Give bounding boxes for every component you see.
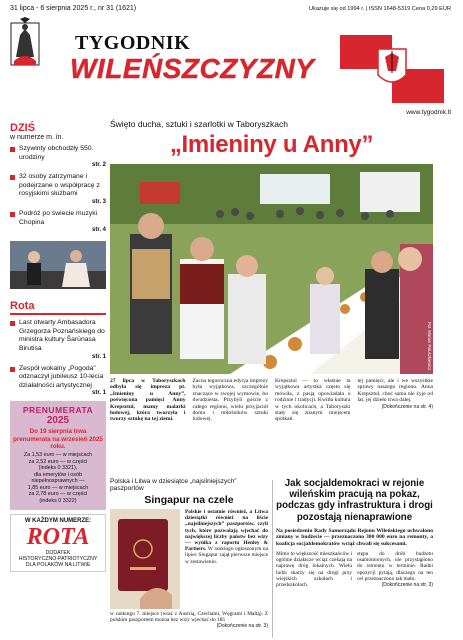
sidebar-item[interactable] [10,210,106,234]
bottom-stories [110,478,433,640]
passport-kicker: Polska i Litwa w dziesiątce „najsilniejszych” paszportów [110,478,237,492]
socialdemocrats-story [276,478,433,588]
rota-logo: ROTA [26,523,90,550]
continuation-note[interactable]: (Dokończenie na str. 3) [381,582,433,589]
subscription-title: PRENUMERATA [22,405,94,416]
socialdemocrats-columns [276,551,433,588]
sidebar-item-page: str. 4 [91,227,106,234]
continuation-note[interactable]: (Dokończenie na str. 3) [216,623,268,630]
sidebar-item[interactable] [10,319,106,360]
socialdemocrats-col-1: Mimo to większość mieszkańców i ogólnie działacze wciąż czekają na naprawę dróg lokalnych. Wielu ludzi skarży się na drogi przy wiejskich szkołach i przedszkolach. [276,551,352,589]
passport-body-row [110,509,268,609]
sidebar-item[interactable] [10,365,106,398]
main-story [110,119,433,423]
passport-story [110,478,268,629]
sidebar [10,122,106,640]
sidebar-item-page: str. 1 [91,353,106,360]
masthead-title-main: WILEŃSZCZYZNY [70,53,315,84]
issn-price: Ukazuje się od 1994 r. | ISSN 1648-5319 Cena 0,29 EUR [308,5,451,12]
today-subtitle: w numerze m. in. [10,134,64,141]
passport-text [185,509,268,609]
column-divider [272,480,273,638]
bullet-square-icon [10,367,15,372]
sidebar-item-text: Szywinty obchodzły 550. urodziny [19,145,94,161]
red-divider [10,313,106,315]
socialdemocrats-lead: Na posiedzeniu Rady Samorządu Rejonu Wileńskiego uchwalono zmiany w budżecie — przeznaczono 300 000 euro na remonty, a koalicja socjaldemokratów wciąż chwali się sukcesami. [276,527,433,547]
subscription-line: (indeks 0 3322) [39,498,77,505]
bullet-square-icon [10,147,15,152]
socialdemocrats-headline[interactable]: Jak socjaldemokraci w rejonie wileńskim pracują na pokaz, podczas gdy infrastruktura i drogi pozostają nienaprawione [276,478,433,523]
concert-photo [10,241,106,289]
subscription-line: 1,85 euro — w miejscach [27,484,89,491]
masthead-title-small: TYGODNIK [75,32,191,54]
rota-section-title: Rota [10,300,35,313]
main-kicker: Święto ducha, sztuki i szarlotki w Taboryszkach [110,119,288,129]
subscription-box [10,401,106,509]
sidebar-item-page: str. 3 [91,198,106,205]
photo-credit: Fot. Marian Paluszkiewicz [427,321,432,370]
regional-flag-icon [340,35,444,103]
socialdemocrats-col-2-text: stępu do drób budżetu osamotnionych, nie przystąpiono do remontu w terminie. Radni opozycji pytają, dlaczego na ten cel przeznaczono tak mało. [357,551,433,582]
main-col-2: Zacna tegoroczna edycja imprezy była wyjątkowa, szczególnie znaczące w swojej wymowie, bo dwudziesta. Przybyli goście z całego regionu, wielu przyjaciół domu i miłośników sztuki ludowej. [192,378,268,423]
main-headline[interactable]: „Imieniny u Anny” [169,131,374,158]
vilnius-crest-icon [10,17,40,73]
sidebar-item[interactable] [10,145,106,169]
passport-headline[interactable]: Singapur na czele [144,494,234,506]
main-col-1: 27 lipca w Taboryszkach odbyła się impreza pt. „Imieniny u Anny”, poświęcona pamięci Anny Krepsztul, mamy malarki ludowej, która tworzyła i tworzy sztukę na tej ziemi. [110,378,186,423]
subscription-line: dla emerytów i osób [34,471,82,478]
rota-kicker: W KAŻDYM NUMERZE: [24,517,92,524]
bullet-square-icon [10,175,15,180]
main-col-4 [358,378,434,423]
passport-tail: w rankingu 7. miejsce (wraz z Austrią, Czechami, Węgrami i Maltą). Z polskim paszportem można bez wizy wjechać do 185 [110,611,268,624]
sidebar-item-text: Podróż po świecie muzyki Chopina [19,209,98,226]
main-col-4-text: tej pamięci, ale i we wszystkie sprawy naszego regionu. Anna Krepsztul, choć sama nie żyje od lat, jej dzieło trwa dalej. [357,378,433,404]
sidebar-item[interactable] [10,173,106,206]
website-url[interactable]: www.tygodnik.lt [406,109,451,116]
continuation-note[interactable]: (Dokończenie na str. 4) [381,403,433,410]
rota-desc: DLA POLAKÓW NA LITWIE [25,562,91,569]
bullet-square-icon [10,321,15,326]
bullet-square-icon [10,212,15,217]
sidebar-item-text: 32 osoby zatrzymane i podejrzane o współpracę z rosyjskimi służbami [19,173,100,198]
issue-info-bar [10,3,451,14]
today-title: DZIŚ [10,122,36,134]
subscription-line: za 2,78 euro — w części [28,491,88,498]
subscription-line: Za 1,53 euro — w miejscach [23,451,93,458]
festival-table-illustration [110,164,433,374]
subscription-year: 2025 [46,415,70,427]
main-col-3: Krepsztul — to właśnie ta wyjątkowa artystka często się mówiła, z pasją opowiadała o rodzinie i tradycji. Kwitła kultura w tych okolicach, a Taboryszki stały się znanym miejscem spotkań. [275,378,351,423]
issue-date: 31 lipca - 6 sierpnia 2025 r., nr 31 (1621) [10,5,137,12]
subscription-line: za 2,52 euro — w części [28,458,88,465]
main-photo [110,164,433,374]
masthead [10,15,451,115]
sidebar-item-text: Last otwarty Ambasadora Grzegorza Poznańskiego do ministra kultury Šarūnasa Birutisa [19,319,105,352]
passport-body: W rankingu ogłoszonym na lipiec Singapur zajął pierwsze miejsce w zestawieniu. [185,546,268,565]
passport-photo [110,509,180,609]
passport-lead: Polskie i ostatnie również, a Litwa dziesiątki również na liście „najsilniejszych” paszportów, czyli tych, które pozwalają wjechać do największej liczby państw bez wizy — wynika z raportu Henley & Partners. [185,509,268,553]
socialdemocrats-col-2 [357,551,433,588]
rota-desc: HISTORYCZNO-PATRIOTYCZNY [18,555,98,562]
subscription-deadline: Do 19 sierpnia trwa prenumerata na wrzesień 2025 roku. [13,428,103,450]
main-text-columns [110,378,433,423]
sidebar-item-page: str. 1 [91,390,106,397]
rota-desc: DODATEK [45,549,71,556]
rota-supplement-box [10,514,106,573]
subscription-line: (indeks 0 3321), [38,465,78,472]
sidebar-item-page: str. 2 [91,162,106,169]
sidebar-item-text: Zespół wokalny „Pogoda” odznaczył jubileusz 10-lecia działalności artystycznej [19,364,104,389]
subscription-line: niepełnosprawnych — [31,478,85,485]
